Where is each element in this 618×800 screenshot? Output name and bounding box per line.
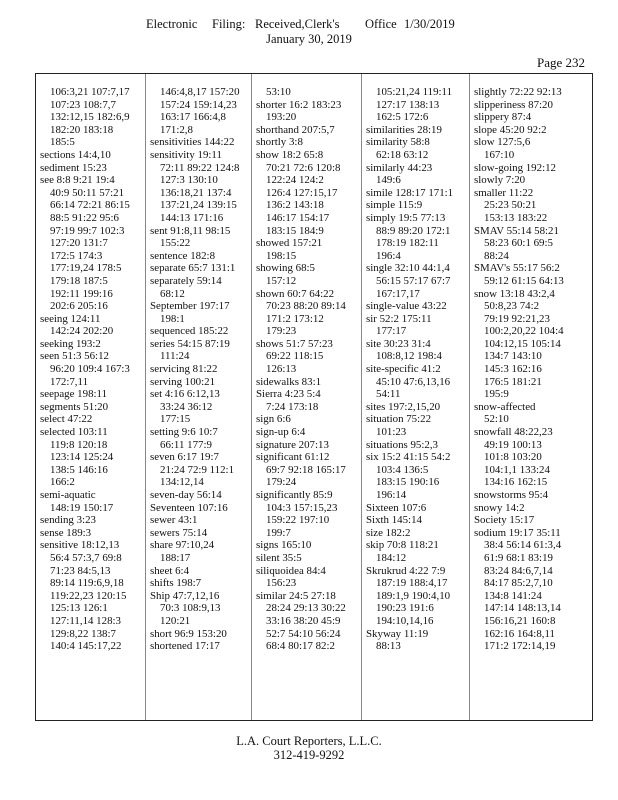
stamp-word-filing: Filing: (212, 17, 246, 31)
index-entry-continuation: 52:7 54:10 56:24 (266, 627, 341, 640)
index-entry-continuation: 33:24 36:12 (160, 400, 213, 413)
index-entry-continuation: 196:4 (376, 249, 401, 262)
index-entry-continuation: 88:5 91:22 95:6 (50, 211, 119, 224)
index-entry-continuation: 172:7,11 (50, 375, 89, 388)
index-entry-continuation: 172:5 174:3 (50, 249, 103, 262)
index-entry-continuation: 79:19 92:21,23 (484, 312, 550, 325)
index-entry: seen 51:3 56:12 (40, 350, 109, 363)
index-entry: sense 189:3 (40, 526, 92, 539)
index-entry-continuation: 54:11 (376, 388, 401, 401)
index-entry-continuation: 83:24 84:6,7,14 (484, 564, 553, 577)
index-entry: sending 3:23 (40, 514, 96, 527)
index-entry-continuation: 146:4,8,17 157:20 (160, 86, 240, 98)
index-entry-continuation: 190:23 191:6 (376, 602, 434, 615)
index-entry: shows 51:7 57:23 (256, 337, 333, 350)
index-entry: slow-going 192:12 (474, 161, 556, 174)
index-entry: similarity 58:8 (366, 136, 430, 149)
index-entry: selected 103:11 (40, 426, 108, 439)
index-entry: situation 75:22 (366, 413, 432, 426)
index-entry-continuation: 53:10 (266, 86, 291, 98)
index-entry: slope 45:20 92:2 (474, 123, 547, 136)
index-entry: sidewalks 83:1 (256, 375, 322, 388)
index-entry: Ship 47:7,12,16 (150, 589, 220, 602)
index-entry-continuation: 107:23 108:7,7 (50, 98, 116, 111)
index-entry: shortly 3:8 (256, 136, 303, 149)
index-frame (35, 73, 593, 721)
index-entry: showed 157:21 (256, 237, 323, 250)
index-entry-continuation: 70:3 108:9,13 (160, 602, 221, 615)
index-entry-continuation: 101:23 (376, 426, 407, 439)
index-entry-continuation: 59:12 61:15 64:13 (484, 274, 564, 287)
index-entry-continuation: 68:4 80:17 82:2 (266, 640, 335, 653)
index-column-5 (469, 74, 592, 720)
index-entry-continuation: 28:24 29:13 30:22 (266, 602, 346, 615)
index-entry-continuation: 66:14 72:21 86:15 (50, 199, 130, 212)
index-entry-continuation: 111:24 (160, 350, 190, 363)
stamp-word-electronic: Electronic (146, 17, 198, 31)
index-entry-continuation: 50:8,23 74:2 (484, 300, 540, 313)
index-entry-continuation: 199:7 (266, 526, 291, 539)
index-entry: SMAV 55:14 58:21 (474, 224, 559, 237)
index-entry-continuation: 134:7 143:10 (484, 350, 542, 363)
index-entry: shown 60:7 64:22 (256, 287, 335, 300)
index-entry-continuation: 188:17 (160, 551, 191, 564)
page-number: Page 232 (536, 55, 585, 70)
index-entry: snow-affected (474, 400, 536, 413)
index-entry: sentence 182:8 (150, 249, 216, 262)
index-entry-continuation: 106:3,21 107:7,17 (50, 86, 130, 98)
index-entry: shortened 17:17 (150, 640, 220, 653)
index-entry-continuation: 157:24 159:14,23 (160, 98, 237, 111)
index-entry-continuation: 179:23 (266, 325, 297, 338)
index-entry: shorthand 207:5,7 (256, 123, 335, 136)
index-entry-continuation: 176:5 181:21 (484, 375, 542, 388)
footer (0, 734, 618, 762)
index-entry-continuation: 70:21 72:6 120:8 (266, 161, 341, 174)
index-entry-continuation: 88:9 89:20 172:1 (376, 224, 451, 237)
index-entry-continuation: 38:4 56:14 61:3,4 (484, 539, 562, 552)
index-entry-continuation: 185:5 (50, 136, 75, 149)
index-entry-continuation: 184:12 (376, 551, 407, 564)
index-entry: seven-day 56:14 (150, 489, 222, 501)
index-entry-continuation: 177:17 (376, 325, 407, 338)
index-entry-continuation: 122:24 124:2 (266, 174, 324, 187)
index-entry: snowstorms 95:4 (474, 489, 549, 501)
index-entry-continuation: 129:8,22 138:7 (50, 627, 116, 640)
index-entry: Seventeen 107:16 (150, 501, 228, 514)
stamp-date: 1/30/2019 (404, 17, 455, 31)
index-entry-continuation: 153:13 183:22 (484, 211, 548, 224)
index-entry-continuation: 149:6 (376, 174, 401, 187)
index-entry-continuation: 72:11 89:22 124:8 (160, 161, 240, 174)
index-entry-continuation: 52:10 (484, 413, 509, 426)
index-entry: snow 13:18 43:2,4 (474, 287, 555, 300)
index-entry: sodium 19:17 35:11 (474, 526, 561, 539)
index-entry: sheet 6:4 (150, 564, 190, 577)
index-entry-continuation: 49:19 100:13 (484, 438, 542, 451)
index-entry-continuation: 137:21,24 139:15 (160, 199, 237, 212)
index-entry-continuation: 189:1,9 190:4,10 (376, 589, 451, 602)
index-entry: showing 68:5 (256, 262, 315, 275)
index-entry: silent 35:5 (256, 551, 302, 564)
index-entry: sign-up 6:4 (256, 426, 306, 439)
index-entry: shifts 198:7 (150, 577, 202, 590)
index-entry-continuation: 97:19 99:7 102:3 (50, 224, 125, 237)
index-entry: slippery 87:4 (474, 111, 532, 124)
index-entry-continuation: 179:18 187:5 (50, 274, 108, 287)
index-entry-continuation: 108:8,12 198:4 (376, 350, 442, 363)
index-entry-continuation: 127:11,14 128:3 (50, 614, 121, 627)
index-entry: sewers 75:14 (150, 526, 208, 539)
index-entry-continuation: 89:14 119:6,9,18 (50, 577, 124, 590)
filing-stamp (0, 17, 618, 31)
index-entry-continuation: 183:15 190:16 (376, 476, 440, 489)
index-entry-continuation: 69:22 118:15 (266, 350, 324, 363)
index-entry-continuation: 88:13 (376, 640, 401, 653)
index-entry: serving 100:21 (150, 375, 216, 388)
index-entry: Society 15:17 (474, 514, 535, 527)
index-entry-continuation: 62:18 63:12 (376, 148, 429, 161)
index-entry-continuation: 177:19,24 178:5 (50, 262, 122, 275)
index-entry-continuation: 127:20 131:7 (50, 237, 108, 250)
index-entry: slowly 7:20 (474, 174, 526, 187)
index-entry-continuation: 157:12 (266, 274, 297, 287)
index-entry-continuation: 159:22 197:10 (266, 514, 330, 527)
index-entry: single 32:10 44:1,4 (366, 262, 450, 275)
index-entry: sediment 15:23 (40, 161, 107, 174)
index-entry-continuation: 171:2,8 (160, 123, 193, 136)
index-entry: six 15:2 41:15 54:2 (366, 451, 451, 464)
index-entry-continuation: 45:10 47:6,13,16 (376, 375, 451, 388)
index-entry: short 96:9 153:20 (150, 627, 227, 640)
index-entry-continuation: 192:11 199:16 (50, 287, 113, 300)
index-entry-continuation: 71:23 84:5,13 (50, 564, 111, 577)
index-entry: slipperiness 87:20 (474, 98, 553, 111)
index-entry-continuation: 195:9 (484, 388, 509, 401)
index-entry: setting 9:6 10:7 (150, 426, 218, 439)
index-entry-continuation: 167:17,17 (376, 287, 420, 300)
index-entry-continuation: 123:14 125:24 (50, 451, 114, 464)
index-entry: siliquoidea 84:4 (256, 564, 326, 577)
index-entry: significantly 85:9 (256, 489, 333, 501)
index-entry: series 54:15 87:19 (150, 337, 230, 350)
index-entry-continuation: 187:19 188:4,17 (376, 577, 448, 590)
index-entry: slow 127:5,6 (474, 136, 531, 149)
index-entry: sign 6:6 (256, 413, 291, 426)
index-entry-continuation: 127:17 138:13 (376, 98, 440, 111)
index-entry-continuation: 96:20 109:4 167:3 (50, 363, 130, 376)
index-entry: size 182:2 (366, 526, 411, 539)
index-entry-continuation: 162:16 164:8,11 (484, 627, 555, 640)
index-entry-continuation: 132:12,15 182:6,9 (50, 111, 130, 124)
index-entry-continuation: 145:3 162:16 (484, 363, 542, 376)
index-entry: seeing 124:11 (40, 312, 101, 325)
index-entry-continuation: 198:1 (160, 312, 185, 325)
index-entry-continuation: 196:14 (376, 489, 407, 501)
index-entry-continuation: 182:20 183:18 (50, 123, 114, 136)
index-entry: skip 70:8 118:21 (366, 539, 439, 552)
index-entry: sections 14:4,10 (40, 148, 111, 161)
index-entry-continuation: 140:4 145:17,22 (50, 640, 122, 653)
index-entry-continuation: 101:8 103:20 (484, 451, 542, 464)
index-entry: separate 65:7 131:1 (150, 262, 236, 275)
index-entry-continuation: 178:19 182:11 (376, 237, 439, 250)
index-entry-continuation: 142:24 202:20 (50, 325, 114, 338)
index-entry-continuation: 21:24 72:9 112:1 (160, 463, 235, 476)
index-entry-continuation: 147:14 148:13,14 (484, 602, 561, 615)
index-entry-continuation: 144:13 171:16 (160, 211, 224, 224)
index-entry: sent 91:8,11 98:15 (150, 224, 231, 237)
index-entry-continuation: 88:24 (484, 249, 509, 262)
index-entry-continuation: 70:23 88:20 89:14 (266, 300, 346, 313)
index-entry: similar 24:5 27:18 (256, 589, 336, 602)
index-entry-continuation: 155:22 (160, 237, 191, 250)
index-entry: sewer 43:1 (150, 514, 198, 527)
index-entry-continuation: 56:15 57:17 67:7 (376, 274, 451, 287)
index-entry-continuation: 56:4 57:3,7 69:8 (50, 551, 122, 564)
index-entry: sensitive 18:12,13 (40, 539, 120, 552)
index-entry-continuation: 167:10 (484, 148, 515, 161)
index-entry: single-value 43:22 (366, 300, 447, 313)
index-entry-continuation: 66:11 177:9 (160, 438, 212, 451)
index-entry-continuation: 104:1,1 133:24 (484, 463, 550, 476)
index-entry: simple 115:9 (366, 199, 423, 212)
index-column-4 (361, 74, 469, 720)
index-entry: seeking 193:2 (40, 337, 101, 350)
index-entry-continuation: 134:16 162:15 (484, 476, 548, 489)
index-entry-continuation: 134:12,14 (160, 476, 204, 489)
index-entry: set 4:16 6:12,13 (150, 388, 220, 401)
index-entry-continuation: 193:20 (266, 111, 297, 124)
filing-date-line: January 30, 2019 (266, 32, 352, 46)
index-entry-continuation: 105:21,24 119:11 (376, 86, 453, 98)
index-entry-continuation: 7:24 173:18 (266, 400, 319, 413)
index-entry-continuation: 126:13 (266, 363, 297, 376)
index-entry-continuation: 33:16 38:20 45:9 (266, 614, 341, 627)
index-entry: September 197:17 (150, 300, 230, 313)
index-entry-continuation: 104:3 157:15,23 (266, 501, 338, 514)
index-entry: see 8:8 9:21 19:4 (40, 174, 115, 187)
index-entry-continuation: 179:24 (266, 476, 297, 489)
index-entry: situations 95:2,3 (366, 438, 439, 451)
index-entry-continuation: 177:15 (160, 413, 191, 426)
index-entry-continuation: 198:15 (266, 249, 297, 262)
index-entry: Skyway 11:19 (366, 627, 429, 640)
index-entry: slightly 72:22 92:13 (474, 86, 562, 98)
index-entry-continuation: 136:2 143:18 (266, 199, 324, 212)
index-entry: sensitivity 19:11 (150, 148, 222, 161)
index-column-1 (36, 74, 145, 720)
index-entry: separately 59:14 (150, 274, 222, 287)
index-column-3 (251, 74, 361, 720)
index-entry: semi-aquatic (40, 489, 96, 501)
index-entry: servicing 81:22 (150, 363, 218, 376)
stamp-word-received: Received,Clerk's (255, 17, 340, 31)
index-entry-continuation: 125:13 126:1 (50, 602, 108, 615)
index-entry-continuation: 84:17 85:2,7,10 (484, 577, 553, 590)
index-entry-continuation: 119:22,23 120:15 (50, 589, 127, 602)
index-entry-continuation: 156:16,21 160:8 (484, 614, 556, 627)
index-entry-continuation: 127:3 130:10 (160, 174, 218, 187)
index-entry-continuation: 136:18,21 137:4 (160, 186, 232, 199)
index-entry: select 47:22 (40, 413, 93, 426)
index-entry-continuation: 68:12 (160, 287, 185, 300)
index-entry-continuation: 100:2,20,22 104:4 (484, 325, 564, 338)
index-entry: snowy 14:2 (474, 501, 525, 514)
index-entry: smaller 11:22 (474, 186, 534, 199)
index-entry-continuation: 171:2 172:14,19 (484, 640, 556, 653)
index-entry-continuation: 61:9 68:1 83:19 (484, 551, 553, 564)
index-entry: show 18:2 65:8 (256, 148, 324, 161)
index-entry-continuation: 69:7 92:18 165:17 (266, 463, 346, 476)
index-entry-continuation: 126:4 127:15,17 (266, 186, 338, 199)
index-entry-continuation: 104:12,15 105:14 (484, 337, 561, 350)
index-entry: SMAV's 55:17 56:2 (474, 262, 560, 275)
index-entry-continuation: 138:5 146:16 (50, 463, 108, 476)
index-entry: shorter 16:2 183:23 (256, 98, 342, 111)
index-entry: sites 197:2,15,20 (366, 400, 441, 413)
index-entry-continuation: 202:6 205:16 (50, 300, 108, 313)
stamp-word-office: Office (365, 17, 397, 31)
index-entry-continuation: 166:2 (50, 476, 75, 489)
footer-phone: 312-419-9292 (273, 748, 345, 762)
index-entry: similarities 28:19 (366, 123, 442, 136)
index-entry-continuation: 194:10,14,16 (376, 614, 434, 627)
index-entry: signs 165:10 (256, 539, 312, 552)
index-entry-continuation: 58:23 60:1 69:5 (484, 237, 553, 250)
index-entry-continuation: 40:9 50:11 57:21 (50, 186, 125, 199)
index-entry-continuation: 134:8 141:24 (484, 589, 542, 602)
index-entry: site 30:23 31:4 (366, 337, 431, 350)
index-entry: sequenced 185:22 (150, 325, 229, 338)
index-entry-continuation: 156:23 (266, 577, 297, 590)
footer-company: L.A. Court Reporters, L.L.C. (236, 734, 382, 748)
index-column-2 (145, 74, 251, 720)
index-entry-continuation: 119:8 120:18 (50, 438, 108, 451)
index-entry: segments 51:20 (40, 400, 109, 413)
index-entry: snowfall 48:22,23 (474, 426, 553, 439)
index-entry-continuation: 103:4 136:5 (376, 463, 429, 476)
index-entry: significant 61:12 (256, 451, 330, 464)
index-entry: signature 207:13 (256, 438, 329, 451)
index-entry: Sierra 4:23 5:4 (256, 388, 321, 401)
index-entry: Skrukrud 4:22 7:9 (366, 564, 446, 577)
index-entry-continuation: 25:23 50:21 (484, 199, 537, 212)
index-entry: sensitivities 144:22 (150, 136, 235, 149)
index-entry-continuation: 148:19 150:17 (50, 501, 114, 514)
index-entry: seepage 198:11 (40, 388, 108, 401)
index-entry-continuation: 120:21 (160, 614, 191, 627)
index-entry: similarly 44:23 (366, 161, 433, 174)
index-entry: Sixth 145:14 (366, 514, 422, 527)
index-entry-continuation: 171:2 173:12 (266, 312, 324, 325)
index-entry: seven 6:17 19:7 (150, 451, 219, 464)
index-entry-continuation: 146:17 154:17 (266, 211, 330, 224)
index-entry: Sixteen 107:6 (366, 501, 427, 514)
index-entry: share 97:10,24 (150, 539, 215, 552)
index-entry: simply 19:5 77:13 (366, 211, 446, 224)
index-entry: site-specific 41:2 (366, 363, 441, 376)
index-entry: sir 52:2 175:11 (366, 312, 432, 325)
index-entry: simile 128:17 171:1 (366, 186, 454, 199)
index-entry-continuation: 183:15 184:9 (266, 224, 324, 237)
index-entry-continuation: 162:5 172:6 (376, 111, 429, 124)
index-entry-continuation: 163:17 166:4,8 (160, 111, 226, 124)
